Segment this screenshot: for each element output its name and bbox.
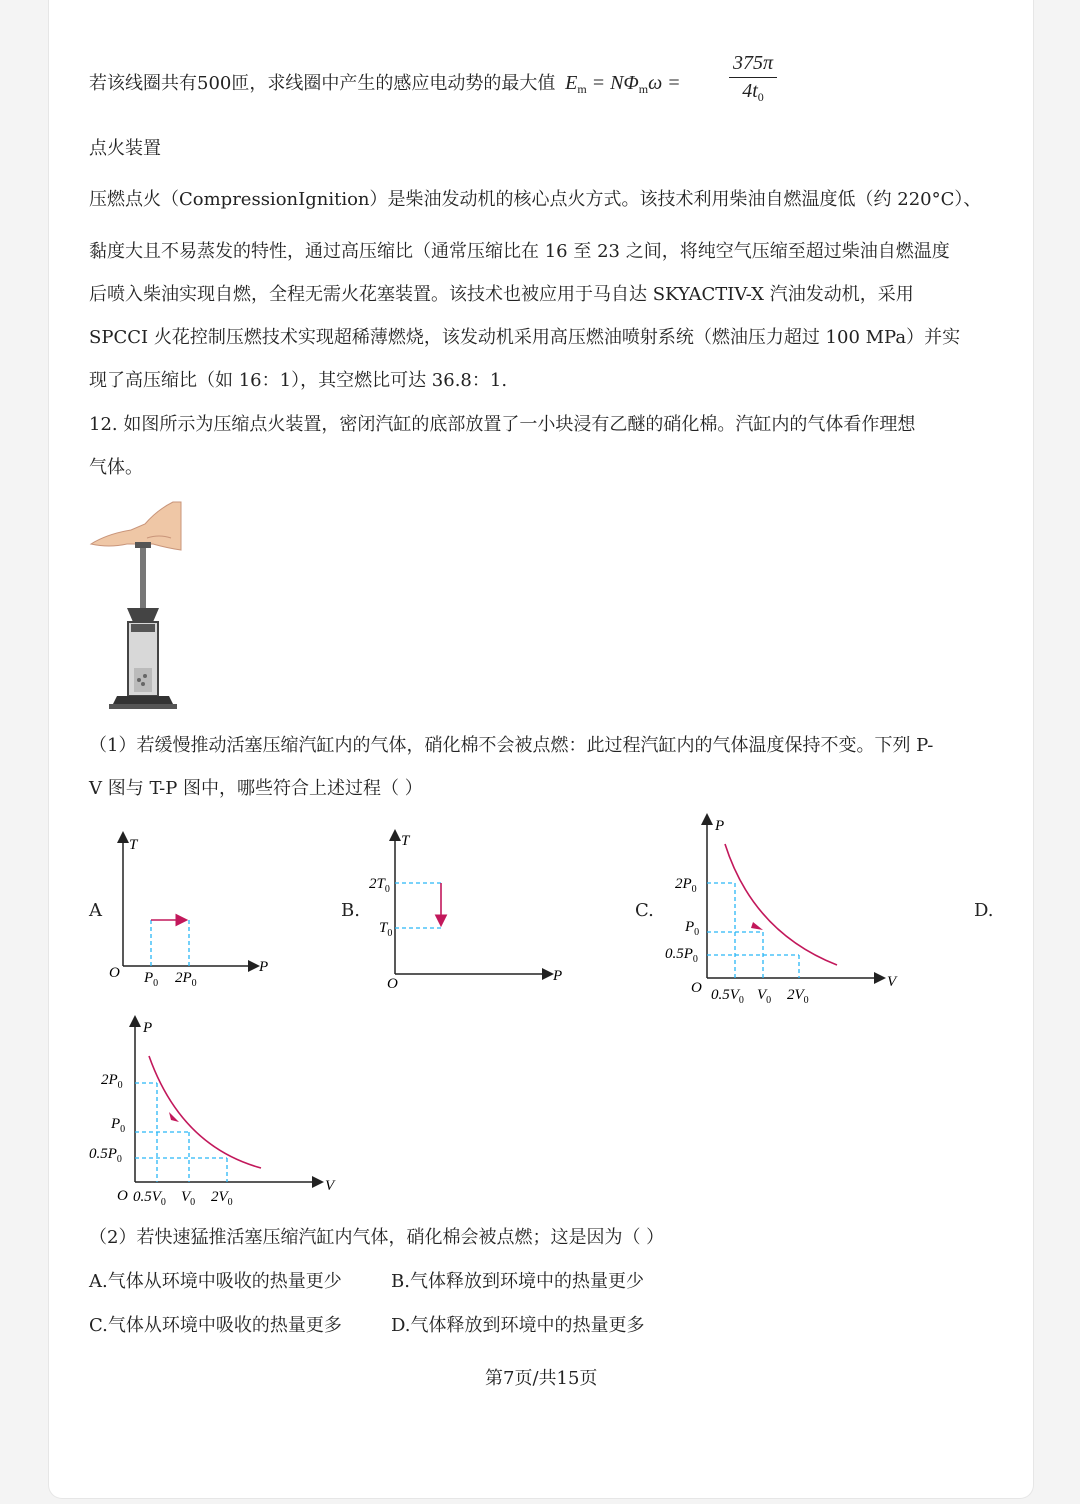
section-heading: 点火装置: [89, 138, 161, 159]
graph-b-y-tick-2: $T_0$: [379, 920, 393, 939]
graph-c-origin: O: [691, 980, 702, 996]
graph-c-direction-arrow: [751, 922, 763, 930]
part1-line-1: （1）若缓慢推动活塞压缩汽缸内的气体，硝化棉不会被点燃：此过程汽缸内的气体温度保持不变。下列 P-: [89, 735, 934, 756]
graph-d-direction-arrow: [169, 1112, 179, 1122]
option-b-label: B.: [341, 900, 360, 921]
graph-d-y-label: P: [143, 1020, 153, 1036]
page-footer: 第7页/共15页: [485, 1368, 598, 1389]
graph-c-y-tick-2: $P_0$: [685, 919, 700, 938]
graph-a-y-label: T: [129, 837, 138, 853]
emf-formula: $E_m = N\Phi_m\omega$ =: [565, 72, 681, 96]
graph-c-x-tick-3: $2V_0$: [787, 987, 809, 1006]
part2-question: （2）若快速猛推活塞压缩汽缸内气体，硝化棉会被点燃；这是因为（ ）: [89, 1227, 665, 1248]
fraction-denominator: $4t_0$: [742, 80, 764, 104]
option-d-label: D.: [974, 900, 994, 921]
graph-d-isotherm-curve: [149, 1056, 261, 1168]
graph-c-x-tick-1: $0.5V_0$: [711, 987, 744, 1006]
graph-d-y-tick-1: $2P_0$: [101, 1072, 123, 1091]
graph-d-x-tick-3: $2V_0$: [211, 1189, 233, 1208]
graph-b-x-label: P: [553, 968, 563, 984]
part2-option-a: A.气体从环境中吸收的热量更少: [89, 1271, 342, 1292]
graph-c-x-tick-2: $V_0$: [757, 987, 772, 1006]
graph-b-y-tick-1: $2T_0$: [369, 876, 390, 895]
graph-d-y-tick-2: $P_0$: [111, 1116, 126, 1135]
graph-a-x-tick-1: $P_0$: [144, 970, 159, 989]
paragraph-line-3: 后喷入柴油实现自燃，全程无需火花塞装置。该技术也被应用于马自达 SKYACTIV-X 汽油发动机，采用: [89, 284, 914, 305]
graph-b: [367, 828, 567, 996]
intro-line: [89, 71, 681, 101]
graph-c-y-tick-1: $2P_0$: [675, 876, 697, 895]
graph-a-origin: O: [109, 965, 120, 981]
graph-c-y-tick-3: $0.5P_0$: [665, 946, 698, 965]
paragraph-line-5: 现了高压缩比（如 16：1），其空燃比可达 36.8：1.: [89, 370, 508, 391]
fraction-numerator: 375π: [729, 52, 777, 78]
paragraph-line-2: 黏度大且不易蒸发的特性，通过高压缩比（通常压缩比在 16 至 23 之间，将纯空气压缩至超过柴油自燃温度: [89, 241, 950, 262]
compression-ignition-apparatus-illustration: [87, 498, 187, 713]
paragraph-line-4: SPCCI 火花控制压燃技术实现超稀薄燃烧，该发动机采用高压燃油喷射系统（燃油压力超过 100 MPa）并实: [89, 327, 961, 348]
part2-option-d: D.气体释放到环境中的热量更多: [391, 1315, 645, 1336]
graph-b-origin: O: [387, 976, 398, 992]
graph-d-y-tick-3: $0.5P_0$: [89, 1146, 122, 1165]
part2-option-b: B.气体释放到环境中的热量更少: [391, 1271, 644, 1292]
option-c-label: C.: [635, 900, 654, 921]
graph-c-isotherm-curve: [725, 844, 837, 965]
question-line-2: 气体。: [89, 457, 143, 478]
paragraph-line-1: 压燃点火（CompressionIgnition）是柴油发动机的核心点火方式。该技术利用柴油自燃温度低（约 220°C）、: [89, 189, 982, 210]
question-line-1: 12. 如图所示为压缩点火装置，密闭汽缸的底部放置了一小块浸有乙醚的硝化棉。汽缸内的气体看作理想: [89, 414, 916, 435]
exam-page: [48, 0, 1034, 1499]
graph-a-x-tick-2: $2P_0$: [175, 970, 197, 989]
option-a-label: A: [89, 900, 102, 921]
part2-option-c: C.气体从环境中吸收的热量更多: [89, 1315, 342, 1336]
graph-d-origin: O: [117, 1188, 128, 1204]
graph-d-x-label: V: [325, 1178, 335, 1194]
graph-d-x-tick-2: $V_0$: [181, 1189, 196, 1208]
intro-text: 若该线圈共有500匝，求线圈中产生的感应电动势的最大值: [89, 73, 556, 94]
graph-c-x-label: V: [887, 974, 897, 990]
graph-d-x-tick-1: $0.5V_0$: [133, 1189, 166, 1208]
part1-line-2: V 图与 T-P 图中，哪些符合上述过程（ ）: [89, 778, 423, 799]
graph-b-y-label: T: [401, 833, 410, 849]
graph-d: [85, 1010, 345, 1214]
graph-a-x-label: P: [259, 959, 269, 975]
graph-c-y-label: P: [715, 818, 725, 834]
emf-fraction: [729, 52, 777, 105]
graph-a: [109, 828, 289, 990]
graph-c: [661, 810, 911, 1010]
